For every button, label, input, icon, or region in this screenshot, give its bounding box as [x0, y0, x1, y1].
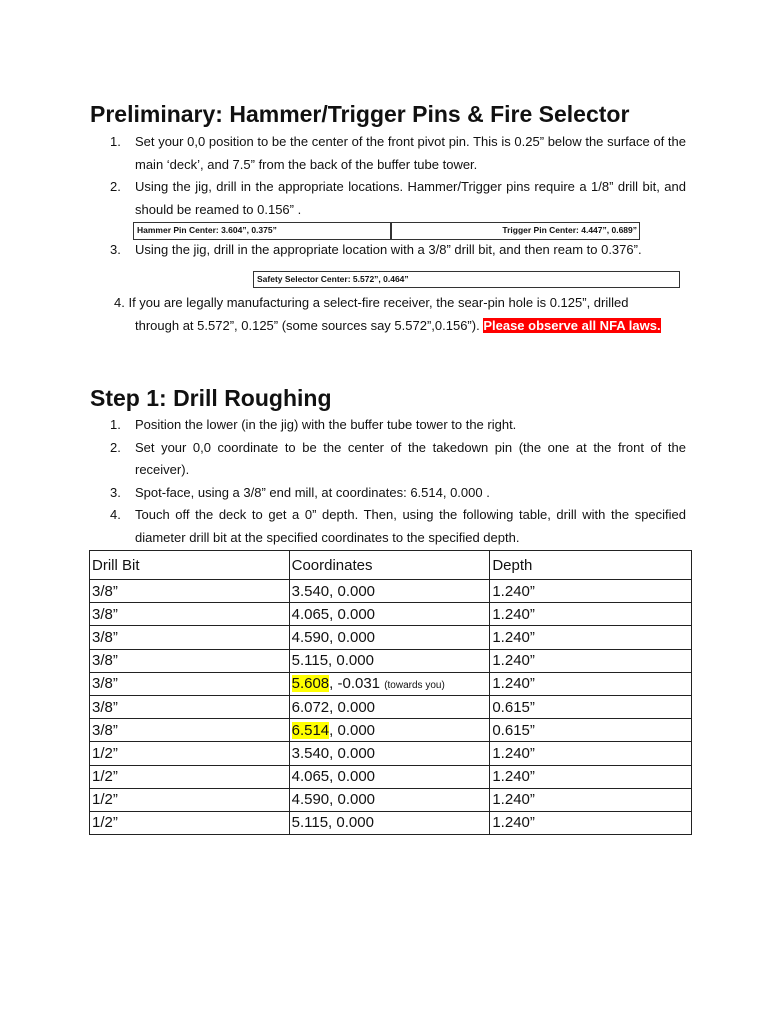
list-item [90, 504, 686, 549]
cell-depth: 1.240” [490, 580, 692, 603]
table-row [90, 788, 692, 811]
cell-coordinates [289, 626, 490, 649]
list-item [90, 414, 686, 437]
item-text: Position the lower (in the jig) with the buffer tube tower to the right. [135, 417, 517, 432]
coord-y: , 0.000 [329, 698, 376, 716]
cell-coordinates [289, 719, 490, 742]
cell-depth: 1.240” [490, 626, 692, 649]
cell-coordinates [289, 788, 490, 811]
list-item [90, 482, 686, 505]
cell-depth: 1.240” [490, 603, 692, 626]
cell-drill-bit: 3/8” [90, 603, 290, 626]
hammer-pin-center-box: Hammer Pin Center: 3.604”, 0.375” [133, 222, 391, 240]
coord-y: , 0.000 [329, 768, 376, 786]
coord-x: 5.115 [291, 652, 329, 670]
table-header-row [90, 551, 692, 580]
coord-y: , 0.000 [328, 814, 374, 832]
cell-drill-bit: 1/2” [90, 811, 290, 834]
coord-note: (towards you) [384, 680, 445, 692]
table-row [90, 626, 692, 649]
item-text: Using the jig, drill in the appropriate location with a 3/8” drill bit, and then ream to 0.376”. [135, 242, 642, 257]
table-row [90, 765, 692, 788]
list-item [90, 131, 686, 176]
coord-x: 6.072 [291, 698, 330, 716]
cell-drill-bit: 1/2” [90, 788, 290, 811]
cell-coordinates [289, 811, 490, 834]
item-text: Touch off the deck to get a 0” depth. Then, using the following table, drill with the specified diameter drill bit at the specified coordinates to the specified depth. [135, 507, 686, 545]
table-row [90, 603, 692, 626]
coord-y: , 0.000 [329, 744, 376, 762]
select-fire-note-lead: 4. If you are legally manufacturing a select-fire receiver, the sear-pin hole is 0.125”, drilled [114, 295, 629, 310]
cell-drill-bit: 3/8” [90, 580, 290, 603]
select-fire-note-rest: through at 5.572”, 0.125” (some sources say 5.572”,0.156”). [135, 317, 480, 333]
header-drill-bit: Drill Bit [90, 551, 290, 580]
table-row [90, 672, 692, 695]
safety-selector-center-box: Safety Selector Center: 5.572”, 0.464” [253, 271, 680, 288]
cell-coordinates [289, 765, 490, 788]
cell-drill-bit: 1/2” [90, 765, 290, 788]
item-number: 3. [110, 484, 121, 500]
cell-depth: 0.615” [490, 719, 692, 742]
step1-heading: Step 1: Drill Roughing [90, 385, 332, 411]
header-depth: Depth [490, 551, 692, 580]
select-fire-note [114, 292, 686, 337]
cell-coordinates [289, 695, 490, 718]
item-text: Set your 0,0 coordinate to be the center of the takedown pin (the one at the front of the receiver). [135, 439, 686, 477]
cell-drill-bit: 3/8” [90, 626, 290, 649]
coord-x-highlighted: 5.608 [291, 675, 330, 693]
cell-drill-bit: 1/2” [90, 742, 290, 765]
item-number: 1. [110, 134, 121, 149]
cell-coordinates [289, 672, 490, 695]
coord-y: , 0.000 [329, 582, 376, 600]
coord-y: , 0.000 [329, 721, 376, 739]
item-number: 1. [110, 417, 121, 432]
coord-y: , 0.000 [329, 605, 376, 623]
cell-coordinates [289, 603, 490, 626]
item-text: Using the jig, drill in the appropriate locations. Hammer/Trigger pins require a 1/8” drill bit, and should be reamed to 0.156” . [135, 179, 686, 217]
coord-x: 4.065 [291, 605, 330, 623]
coord-y: , 0.000 [329, 628, 376, 646]
table-row [90, 811, 692, 834]
header-coordinates: Coordinates [289, 551, 490, 580]
preliminary-steps-list [90, 131, 686, 221]
coord-x-highlighted: 6.514 [291, 721, 330, 739]
item-number: 2. [110, 179, 121, 194]
coord-y: , 0.000 [328, 652, 374, 670]
cell-drill-bit: 3/8” [90, 719, 290, 742]
cell-drill-bit: 3/8” [90, 649, 290, 672]
preliminary-heading: Preliminary: Hammer/Trigger Pins & Fire Selector [90, 101, 630, 127]
list-item [90, 176, 686, 221]
cell-depth: 1.240” [490, 765, 692, 788]
cell-depth: 1.240” [490, 672, 692, 695]
cell-coordinates [289, 649, 490, 672]
step1-steps-list [90, 414, 686, 549]
item-number: 3. [110, 242, 121, 257]
cell-depth: 1.240” [490, 788, 692, 811]
drill-table [89, 550, 692, 835]
item-number: 2. [110, 439, 121, 455]
item-text: Set your 0,0 position to be the center of the front pivot pin. This is 0.25” below the surface of the main ‘deck’, and 7.5” from the back of the buffer tube tower. [135, 134, 686, 172]
item-number: 4. [110, 507, 121, 522]
cell-drill-bit: 3/8” [90, 695, 290, 718]
coord-y: , -0.031 [329, 675, 381, 693]
cell-coordinates [289, 580, 490, 603]
table-row [90, 742, 692, 765]
table-row [90, 695, 692, 718]
nfa-warning: Please observe all NFA laws. [483, 317, 661, 333]
list-item [90, 437, 686, 482]
cell-coordinates [289, 742, 490, 765]
coord-x: 4.590 [291, 791, 330, 809]
cell-depth: 0.615” [490, 695, 692, 718]
coord-x: 4.065 [291, 768, 330, 786]
cell-drill-bit: 3/8” [90, 672, 290, 695]
table-row [90, 649, 692, 672]
trigger-pin-center-box: Trigger Pin Center: 4.447”, 0.689” [391, 222, 640, 240]
cell-depth: 1.240” [490, 649, 692, 672]
item-text: Spot-face, using a 3/8” end mill, at coordinates: 6.514, 0.000 . [135, 484, 490, 500]
preliminary-steps-list-continued [90, 239, 686, 262]
cell-depth: 1.240” [490, 811, 692, 834]
coord-x: 3.540 [291, 744, 330, 762]
coord-x: 5.115 [291, 814, 329, 832]
list-item [90, 239, 686, 262]
coord-x: 4.590 [291, 628, 330, 646]
table-row [90, 719, 692, 742]
table-row [90, 580, 692, 603]
cell-depth: 1.240” [490, 742, 692, 765]
coord-y: , 0.000 [329, 791, 376, 809]
coord-x: 3.540 [291, 582, 330, 600]
